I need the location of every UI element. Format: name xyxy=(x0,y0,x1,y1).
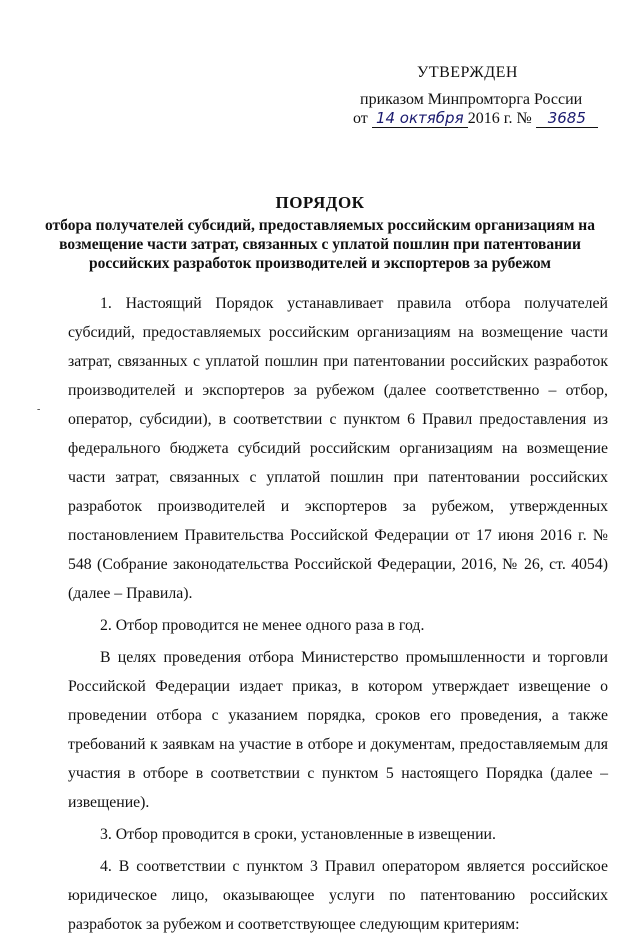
paragraph: 2. Отбор проводится не менее одного раза в год. xyxy=(100,617,425,634)
approval-date-line xyxy=(353,108,598,130)
date-prefix: от xyxy=(353,110,368,127)
approval-title: УТВЕРЖДЕН xyxy=(417,64,518,81)
paragraph: 4. В соответствии с пунктом 3 Правил оператором является российское юридическое лицо, оказывающее услуги по патентованию российских разработок за рубежом и соответствующее следующим критериям: xyxy=(68,858,608,933)
paragraph: В целях проведения отбора Министерство промышленности и торговли Российской Федерации издает приказ, в котором утверждает извещение о проведении отбора с указанием порядка, сроков его проведения, а также требований к заявкам на участие в отборе и документам, предоставляемым для участия в отборе в соответствии с пунктом 5 настоящего Порядка (далее – извещение). xyxy=(68,649,608,811)
margin-mark: - xyxy=(37,404,41,415)
document-heading xyxy=(40,192,600,273)
paragraph: 1. Настоящий Порядок устанавливает правила отбора получателей субсидий, предоставляемых российским организациям на возмещение части затрат, связанных с уплатой пошлин при патентовании российских разработок производителей и экспортеров за рубежом (далее соответственно – отбор, оператор, субсидии), в соответствии с пунктом 6 Правил предоставления из федерального бюджета субсидий российским организациям на возмещение части затрат, связанных с уплатой пошлин при патентовании российских разработок производителей и экспортеров за рубежом, утвержденных постановлением Правительства Российской Федерации от 17 июня 2016 г. № 548 (Собрание законодательства Российской Федерации, 2016, № 26, ст. 4054) (далее – Правила). xyxy=(68,295,608,602)
date-year: 2016 г. № xyxy=(467,110,532,127)
handwritten-date: 14 октября xyxy=(372,109,468,128)
approval-order-line: приказом Минпромторга России xyxy=(360,91,583,108)
document-title: ПОРЯДОК xyxy=(275,193,365,212)
document-subtitle: отбора получателей субсидий, предоставляемых российским организациям на возмещение части затрат, связанных с уплатой пошлин при патентовании российских разработок производителей и экспортеров за рубежом xyxy=(44,217,595,272)
handwritten-number: 3685 xyxy=(536,109,598,128)
paragraph: 3. Отбор проводится в сроки, установленные в извещении. xyxy=(100,826,496,843)
document-body xyxy=(68,289,608,942)
